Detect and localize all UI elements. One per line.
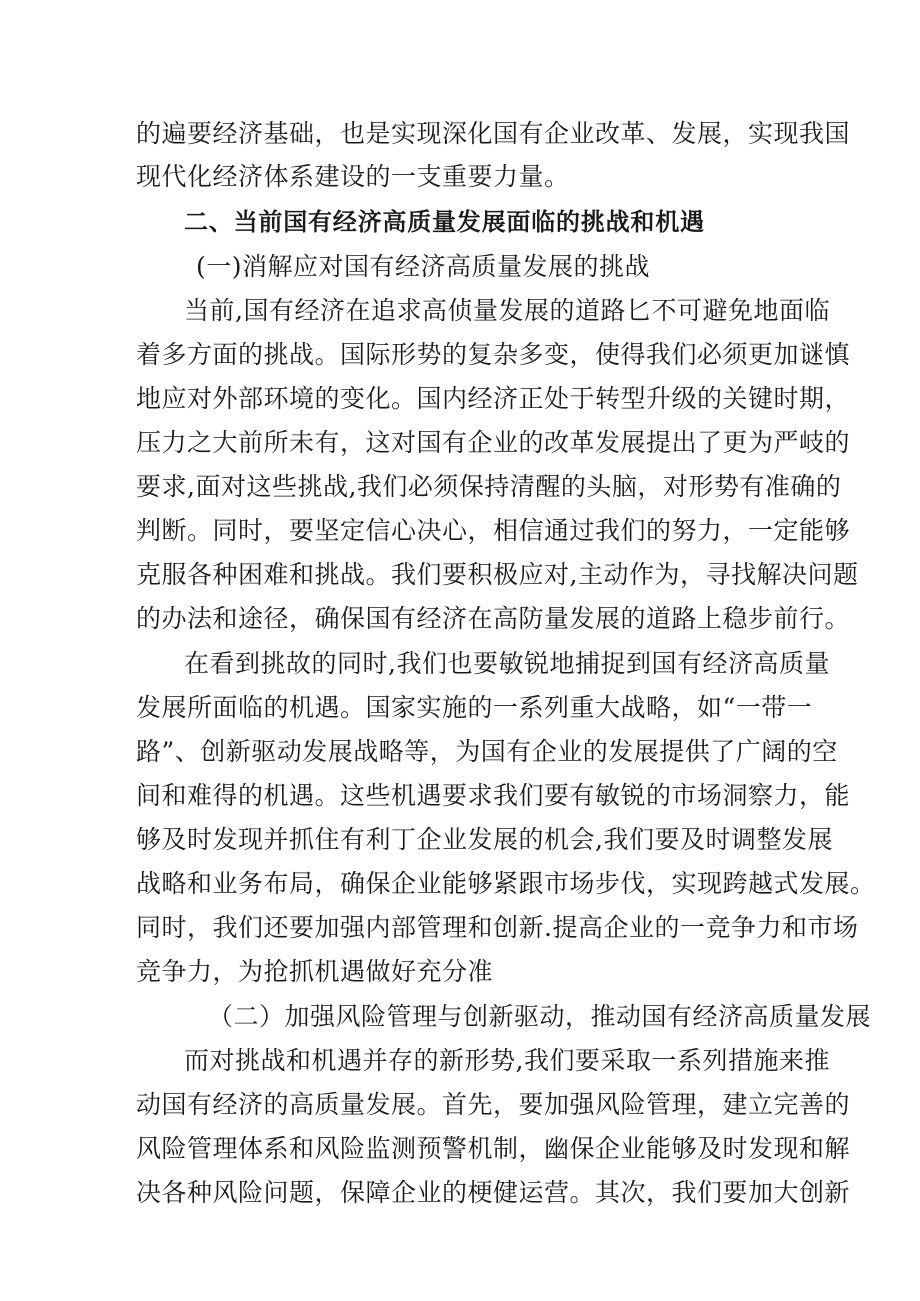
paragraph-line: 动国有经济的高质量发展。首先，要加强风险管理，建立完善的 bbox=[136, 1090, 851, 1119]
paragraph-line: 发展所面临的机遇。国家实施的一系列重大战略，如“一带一 bbox=[136, 693, 813, 722]
paragraph-line: 风险管理体系和风险监测预警机制，幽保企业能够及时发现和解 bbox=[136, 1134, 851, 1163]
paragraph-line: 同时，我们还要加强内部管理和创新.提高企业的一竞争力和市场 bbox=[136, 913, 859, 942]
paragraph-line: 路”、创新驱动发展战略等，为国有企业的发展提供了广阔的空 bbox=[136, 737, 838, 766]
paragraph-line: 在看到挑故的同时,我们也要敏锐地捕捉到国有经济高质量 bbox=[184, 649, 830, 678]
paragraph-line: 的办法和途径，确保国有经济在高防量发展的道路上稳步前行。 bbox=[136, 604, 851, 633]
paragraph-line: 够及时发现并抓住有利丁企业发展的机会,我们要及时调整发展 bbox=[136, 825, 833, 854]
paragraph-line: 而对挑战和机遇并存的新形势,我们要采取一系列措施来推 bbox=[184, 1046, 830, 1075]
subsection-heading: （二）加强风险管理与创新驱动，推动国有经济高质量发展 bbox=[208, 1002, 872, 1031]
section-heading: 二、当前国有经济高质量发展面临的挑战和机遇 bbox=[184, 208, 705, 236]
paragraph-line: 克服各种困难和挑战。我们要积极应对,主动作为，寻找解决问题 bbox=[136, 560, 859, 589]
paragraph-line: 当前,国有经济在追求高侦量发展的道路匕不可避免地面临 bbox=[184, 296, 830, 325]
subsection-heading: (一)消解应对国有经济高质量发展的挑战 bbox=[196, 252, 651, 281]
paragraph-line: 决各种风险问题，保障企业的梗健运营。其次，我们要加大创新 bbox=[136, 1178, 851, 1207]
paragraph-line: 压力之大前所未有，这对国有企业的改革发展提出了更为严岐的 bbox=[136, 428, 851, 457]
paragraph-line: 间和难得的机遇。这些机遇要求我们要有敏锐的市场洞察力，能 bbox=[136, 781, 851, 810]
paragraph-line: 竞争力，为抢抓机遇做好充分准 bbox=[136, 957, 494, 986]
paragraph-line: 着多方面的挑战。国际形势的复杂多变，使得我们必须更加谜慎 bbox=[136, 340, 851, 369]
paragraph-line: 的遍要经济基础，也是实现深化国有企业改革、发展，实现我国 bbox=[136, 119, 851, 148]
paragraph-line: 战略和业务布局，确保企业能够紧跟市场步伐，实现跨越式发展。 bbox=[136, 869, 876, 898]
paragraph-line: 地应对外部环境的变化。国内经济正处于转型升级的关键时期， bbox=[136, 384, 851, 413]
paragraph-line: 要求,面对这些挑战,我们必须保持清醒的头脑，对形势有准确的 bbox=[136, 472, 842, 501]
paragraph-line: 判断。同时，要坚定信心决心，相信通过我们的努力，一定能够 bbox=[136, 516, 851, 545]
paragraph-line: 现代化经济体系建设的一支重要力量。 bbox=[136, 162, 570, 191]
